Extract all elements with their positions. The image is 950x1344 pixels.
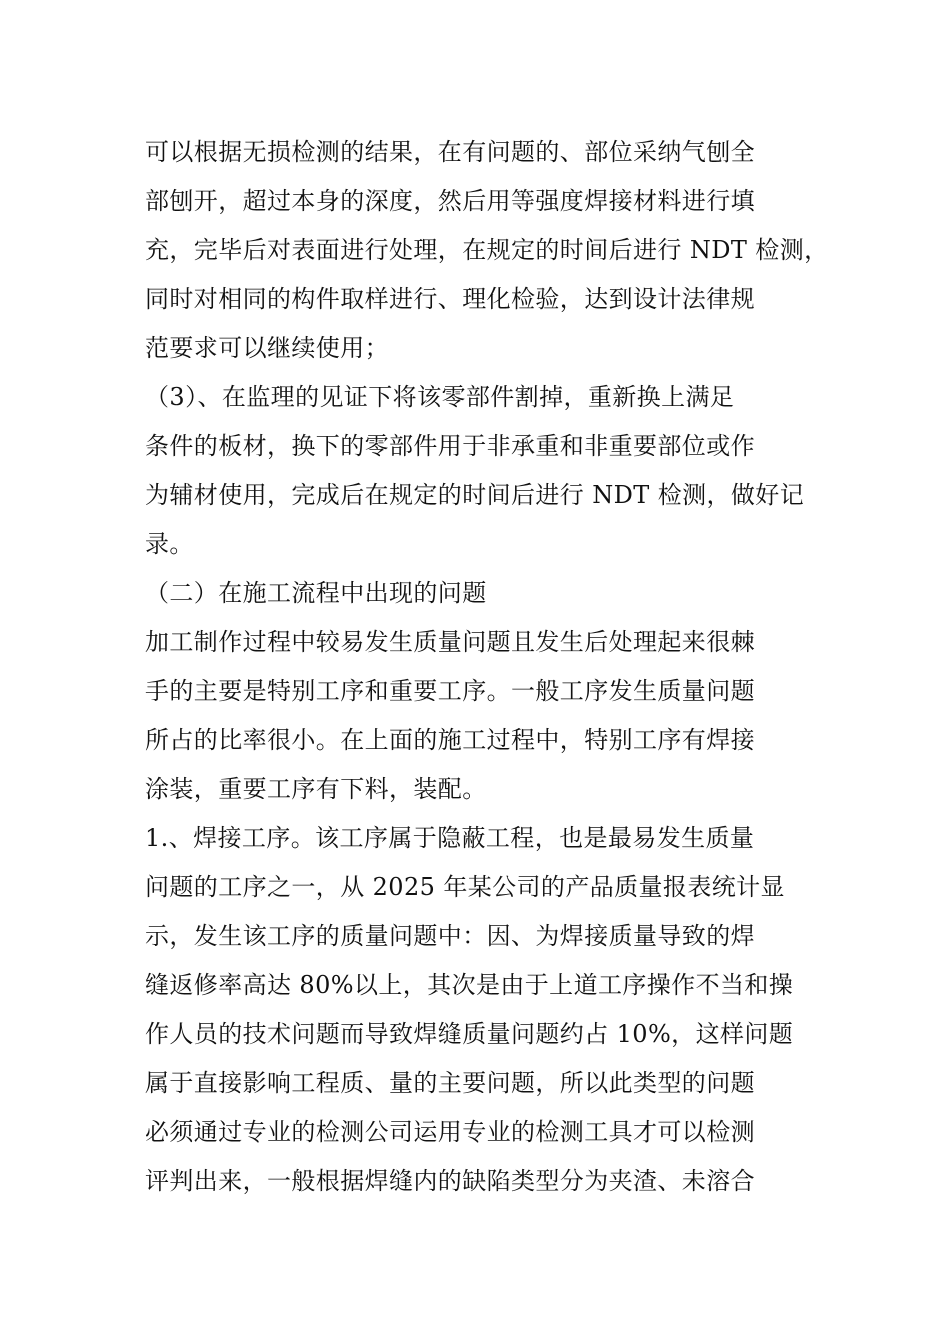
text-line: 同时对相同的构件取样进行、理化检验，达到设计法律规: [145, 285, 755, 313]
text-line: 录。: [145, 530, 194, 558]
text-line: 手的主要是特别工序和重要工序。一般工序发生质量问题: [145, 677, 755, 705]
text-line: 为辅材使用，完成后在规定的时间后进行 NDT 检测，做好记: [145, 481, 805, 509]
text-line: 缝返修率高达 80%以上，其次是由于上道工序操作不当和操: [145, 971, 794, 999]
text-line: 所占的比率很小。在上面的施工过程中，特别工序有焊接: [145, 726, 755, 754]
text-line: 条件的板材，换下的零部件用于非承重和非重要部位或作: [145, 432, 755, 460]
text-line: 涂装，重要工序有下料，装配。: [145, 775, 487, 803]
text-line: 范要求可以继续使用；: [145, 334, 389, 362]
text-line: 部刨开，超过本身的深度，然后用等强度焊接材料进行填: [145, 187, 755, 215]
text-line: 充，完毕后对表面进行处理，在规定的时间后进行 NDT 检测，: [145, 236, 829, 264]
text-line: 必须通过专业的检测公司运用专业的检测工具才可以检测: [145, 1118, 755, 1146]
text-line: 问题的工序之一，从 2025 年某公司的产品质量报表统计显: [145, 873, 785, 901]
section-heading: （二）在施工流程中出现的问题: [145, 579, 487, 607]
text-line: 可以根据无损检测的结果，在有问题的、部位采纳气刨全: [145, 138, 755, 166]
text-line: 评判出来，一般根据焊缝内的缺陷类型分为夹渣、未溶合: [145, 1167, 755, 1195]
text-line: 属于直接影响工程质、量的主要问题，所以此类型的问题: [145, 1069, 755, 1097]
text-line: 1.、焊接工序。该工序属于隐蔽工程，也是最易发生质量: [145, 824, 755, 852]
text-line: 示，发生该工序的质量问题中：因、为焊接质量导致的焊: [145, 922, 755, 950]
text-line: 加工制作过程中较易发生质量问题且发生后处理起来很棘: [145, 628, 755, 656]
text-line: 作人员的技术问题而导致焊缝质量问题约占 10%，这样问题: [145, 1020, 794, 1048]
text-line: （3）、在监理的见证下将该零部件割掉，重新换上满足: [145, 383, 735, 411]
body-text: [145, 128, 835, 1206]
